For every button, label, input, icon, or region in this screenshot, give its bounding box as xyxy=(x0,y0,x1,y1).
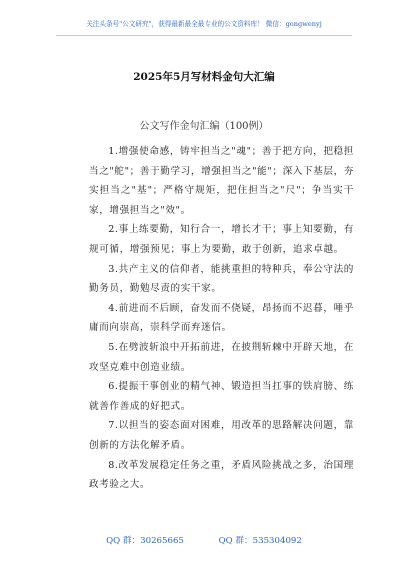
footer-qq-group-2: QQ 群：535304092 xyxy=(218,536,302,546)
list-item: 7.以担当的姿态面对困难，用改革的思路解决问题，靠创新的方法化解矛盾。 xyxy=(89,420,354,451)
list-item: 3.共产主义的信仰者，能挑重担的特种兵，奉公守法的勤务员，勤勉尽责的实干家。 xyxy=(89,263,354,295)
header-divider xyxy=(56,35,352,36)
document-title: 2025年5月写材料金句大汇编 xyxy=(133,71,275,83)
list-item: 5.在劈波斩浪中开拓前进，在披荆斩棘中开辟天地，在攻坚克难中创造业绩。 xyxy=(89,341,354,373)
header-banner: 关注头条号"公文研究"，获得最新最全最专业的公文资料库！ 微信：gongwenyj xyxy=(86,20,322,28)
footer xyxy=(0,535,408,547)
list-item: 8.改革发展稳定任务之重，矛盾风险挑战之多，治国理政考验之大。 xyxy=(89,459,354,491)
section-heading: 公文写作金句汇编（100例） xyxy=(139,121,269,132)
footer-qq-group-1: QQ 群：30265665 xyxy=(106,536,184,546)
document-body xyxy=(89,142,354,495)
list-item: 6.提振干事创业的精气神、锻造担当扛事的铁肩膀、练就善作善成的好把式。 xyxy=(89,381,354,412)
list-item: 2.事上练要勤，知行合一，增长才干；事上知要勤，有规可循，增强预见；事上为要勤，敢于创新，追求卓越。 xyxy=(89,224,354,255)
list-item: 4.前进而不后顾，奋发而不侥疑，昂扬而不迟暮，唾乎庸而向崇高，崇科学而弃迷信。 xyxy=(89,302,354,334)
list-item: 1.增强使命感，铸牢担当之"魂"；善于把方向，把稳担当之"舵"；善于勤学习，增强担当之"能"；深入下基层，夯实担当之"基"；严格守规矩，把住担当之"尺"；争当实干家，增强担当之"效"。 xyxy=(89,146,354,216)
